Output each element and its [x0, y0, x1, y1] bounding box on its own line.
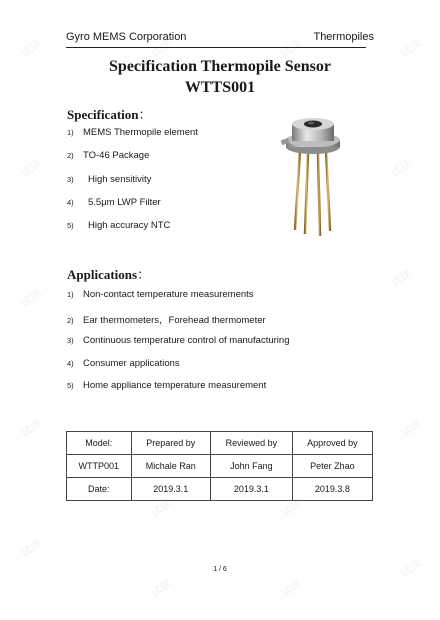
- watermark-text: 试读: [399, 417, 425, 441]
- header-company: Gyro MEMS Corporation: [66, 31, 187, 43]
- spec-item-number: 1): [67, 128, 74, 137]
- watermark-text: 试读: [19, 157, 45, 181]
- application-item: [67, 380, 266, 391]
- watermark-text: 试读: [19, 537, 45, 561]
- spec-item-text: TO-46 Package: [83, 150, 150, 161]
- specification-colon: ：: [138, 107, 152, 122]
- watermark-text: 试读: [149, 577, 175, 601]
- table-cell: WTTP001: [67, 455, 132, 478]
- page-header: [66, 31, 374, 48]
- spec-item-text: 5.5μm LWP Filter: [88, 197, 161, 208]
- table-cell: Michale Ran: [131, 455, 210, 478]
- spec-item-text: High sensitivity: [88, 174, 152, 185]
- watermark-text: 试读: [19, 287, 45, 311]
- watermark-text: 试读: [19, 37, 45, 61]
- watermark-text: 试读: [279, 37, 305, 61]
- spec-item-text: MEMS Thermopile element: [83, 127, 198, 138]
- approval-table: [66, 431, 373, 501]
- to46-sensor-image: [278, 112, 348, 247]
- table-cell: Reviewed by: [211, 432, 293, 455]
- table-cell: Approved by: [292, 432, 372, 455]
- spec-item: [67, 220, 170, 231]
- applications-heading-text: Applications: [67, 267, 138, 282]
- table-cell: Prepared by: [131, 432, 210, 455]
- spec-item: [67, 150, 149, 161]
- spec-item-number: 3): [67, 175, 74, 184]
- table-row: [67, 478, 373, 501]
- table-row: [67, 432, 373, 455]
- watermark-text: 试读: [389, 157, 415, 181]
- watermark-text: 试读: [389, 267, 415, 291]
- table-row: [67, 455, 373, 478]
- applications-heading: [67, 264, 150, 283]
- spec-item-number: 2): [67, 151, 74, 160]
- table-cell: John Fang: [211, 455, 293, 478]
- specification-heading: [67, 104, 152, 123]
- application-item: [67, 335, 289, 346]
- application-item: [67, 289, 254, 300]
- spec-item-number: 5): [67, 221, 74, 230]
- application-item-text: Consumer applications: [83, 358, 180, 369]
- application-item: [67, 312, 266, 326]
- watermark-text: 试读: [19, 417, 45, 441]
- table-cell: 2019.3.8: [292, 478, 372, 501]
- application-item-number: 2): [67, 316, 74, 325]
- application-item-text: Ear thermometers，Forehead thermometer: [83, 315, 266, 326]
- table-cell: 2019.3.1: [211, 478, 293, 501]
- header-category: Thermopiles: [313, 31, 374, 43]
- application-item-text: Non-contact temperature measurements: [83, 289, 254, 300]
- watermark-text: 试读: [399, 37, 425, 61]
- table-cell: 2019.3.1: [131, 478, 210, 501]
- spec-item: [67, 174, 151, 185]
- application-item-number: 1): [67, 290, 74, 299]
- application-item: [67, 358, 180, 369]
- document-title: Specification Thermopile Sensor: [109, 58, 331, 75]
- application-item-text: Home appliance temperature measurement: [83, 380, 267, 391]
- spec-item-number: 4): [67, 198, 74, 207]
- applications-colon: ：: [137, 267, 151, 282]
- document-model: WTTS001: [184, 79, 256, 96]
- watermark-text: 试读: [279, 577, 305, 601]
- page-number: 1 / 6: [213, 566, 227, 573]
- specification-heading-text: Specification: [67, 107, 139, 122]
- table-cell: Peter Zhao: [292, 455, 372, 478]
- watermark-text: 试读: [399, 557, 425, 581]
- watermark-text: 试读: [149, 37, 175, 61]
- application-item-text: Continuous temperature control of manufacturing: [83, 335, 290, 346]
- application-item-number: 3): [67, 336, 74, 345]
- spec-item: [67, 127, 198, 138]
- table-cell: Date:: [67, 478, 132, 501]
- spec-item: [67, 197, 161, 208]
- application-item-number: 4): [67, 359, 74, 368]
- watermark-text: 试读: [279, 497, 305, 521]
- spec-item-text: High accuracy NTC: [88, 220, 171, 231]
- watermark-text: 试读: [149, 497, 175, 521]
- table-cell: Model:: [67, 432, 132, 455]
- application-item-number: 5): [67, 381, 74, 390]
